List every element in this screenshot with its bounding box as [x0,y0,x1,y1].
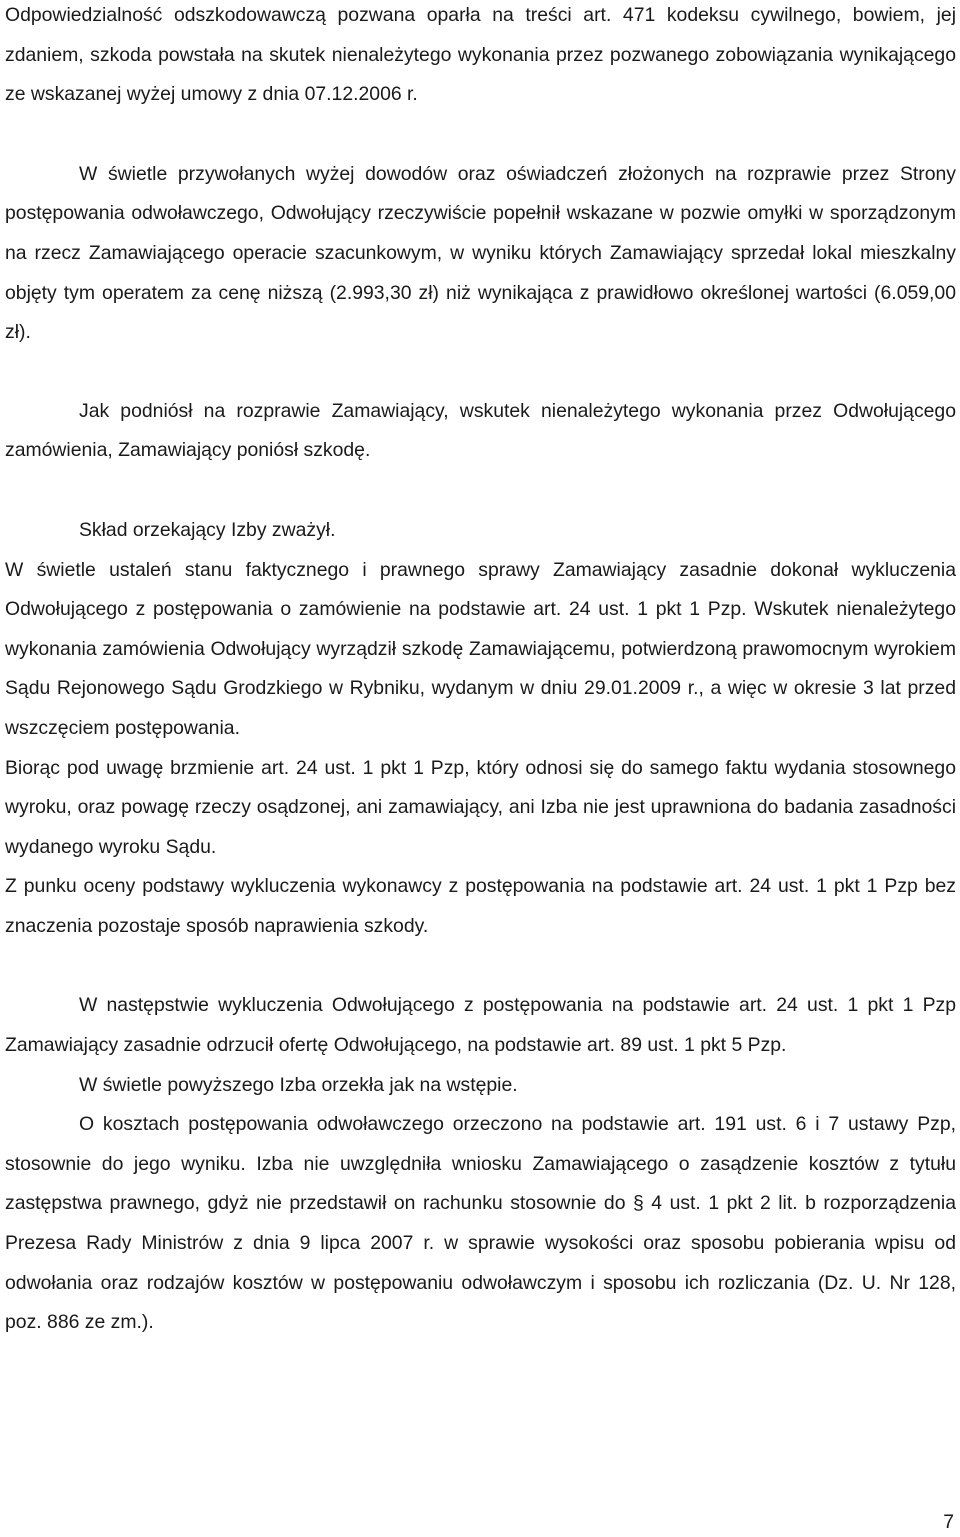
page-number: 7 [943,1511,954,1533]
paragraph-offer-rejected: W następstwie wykluczenia Odwołującego z postępowania na podstawie art. 24 ust. 1 pkt 1 Pzp Zamawiający zasadnie odrzucił ofertę Odwołującego, na podstawie art. 89 ust. 1 pkt 5 Pzp. [5,994,956,1057]
paragraph-panel-considered: Skład orzekający Izby zważył. [79,518,336,541]
paragraph-remedy-irrelevant: Z punku oceny podstawy wykluczenia wykonawcy z postępowania na podstawie art. 24 ust. 1 pkt 1 Pzp bez znaczenia pozostaje sposób naprawienia szkody. [5,875,956,937]
paragraph-costs: O kosztach postępowania odwoławczego orzeczono na podstawie art. 191 ust. 6 i 7 ustawy Pzp, stosownie do jego wyniku. Izba nie uwzględniła wniosku Zamawiającego o zasądzenie kosztów z tytułu zastępstwa prawnego, gdyż nie przedstawił on rachunku stosownie do § 4 ust. 1 pkt 2 lit. b rozporządzenia Prezesa Rady Ministrów z dnia 9 lipca 2007 r. w sprawie wysokości oraz sposobu pobierania wpisu od odwołania oraz rodzajów kosztów w postępowaniu odwoławczym i sposobu ich rozliczania (Dz. U. Nr 128, poz. 886 ze zm.). [5,1113,956,1334]
paragraph-ruling: W świetle powyższego Izba orzekła jak na wstępie. [79,1073,518,1096]
paragraph-final-judgment: Biorąc pod uwagę brzmienie art. 24 ust. 1 pkt 1 Pzp, który odnosi się do samego faktu wydania stosownego wyroku, oraz powagę rzeczy osądzonej, ani zamawiający, ani Izba nie jest uprawniona do badania zasadności wydanego wyroku Sądu. [5,756,956,858]
paragraph-evidence-findings: W świetle przywołanych wyżej dowodów oraz oświadczeń złożonych na rozprawie przez Strony postępowania odwoławczego, Odwołujący rzeczywiście popełnił wskazane w pozwie omyłki w sporządzonym na rzecz Zamawiającego operacie szacunkowym, w wyniku których Zamawiający sprzedał lokal mieszkalny objęty tym operatem za cenę niższą (2.993,30 zł) niż wynikająca z prawidłowo określonej wartości (6.059,00 zł). [5,162,956,344]
paragraph-exclusion-justified: W świetle ustaleń stanu faktycznego i prawnego sprawy Zamawiający zasadnie dokonał wykluczenia Odwołującego z postępowania o zamówienie na podstawie art. 24 ust. 1 pkt 1 Pzp. Wskutek nienależytego wykonania zamówienia Odwołujący wyrządził szkodę Zamawiającemu, potwierdzoną prawomocnym wyrokiem Sądu Rejonowego Sądu Grodzkiego w Rybniku, wydanym w dniu 29.01.2009 r., a więc w okresie 3 lat przed wszczęciem postępowania. [5,558,956,739]
paragraph-damage-claim: Jak podniósł na rozprawie Zamawiający, wskutek nienależytego wykonania przez Odwołującego zamówienia, Zamawiający poniósł szkodę. [5,399,956,462]
paragraph-liability-basis: Odpowiedzialność odszkodowawczą pozwana oparła na treści art. 471 kodeksu cywilnego, bowiem, jej zdaniem, szkoda powstała na skutek nienależytego wykonania przez pozwanego zobowiązania wynikającego ze wskazanej wyżej umowy z dnia 07.12.2006 r. [5,4,956,106]
document-page [5,0,956,1343]
